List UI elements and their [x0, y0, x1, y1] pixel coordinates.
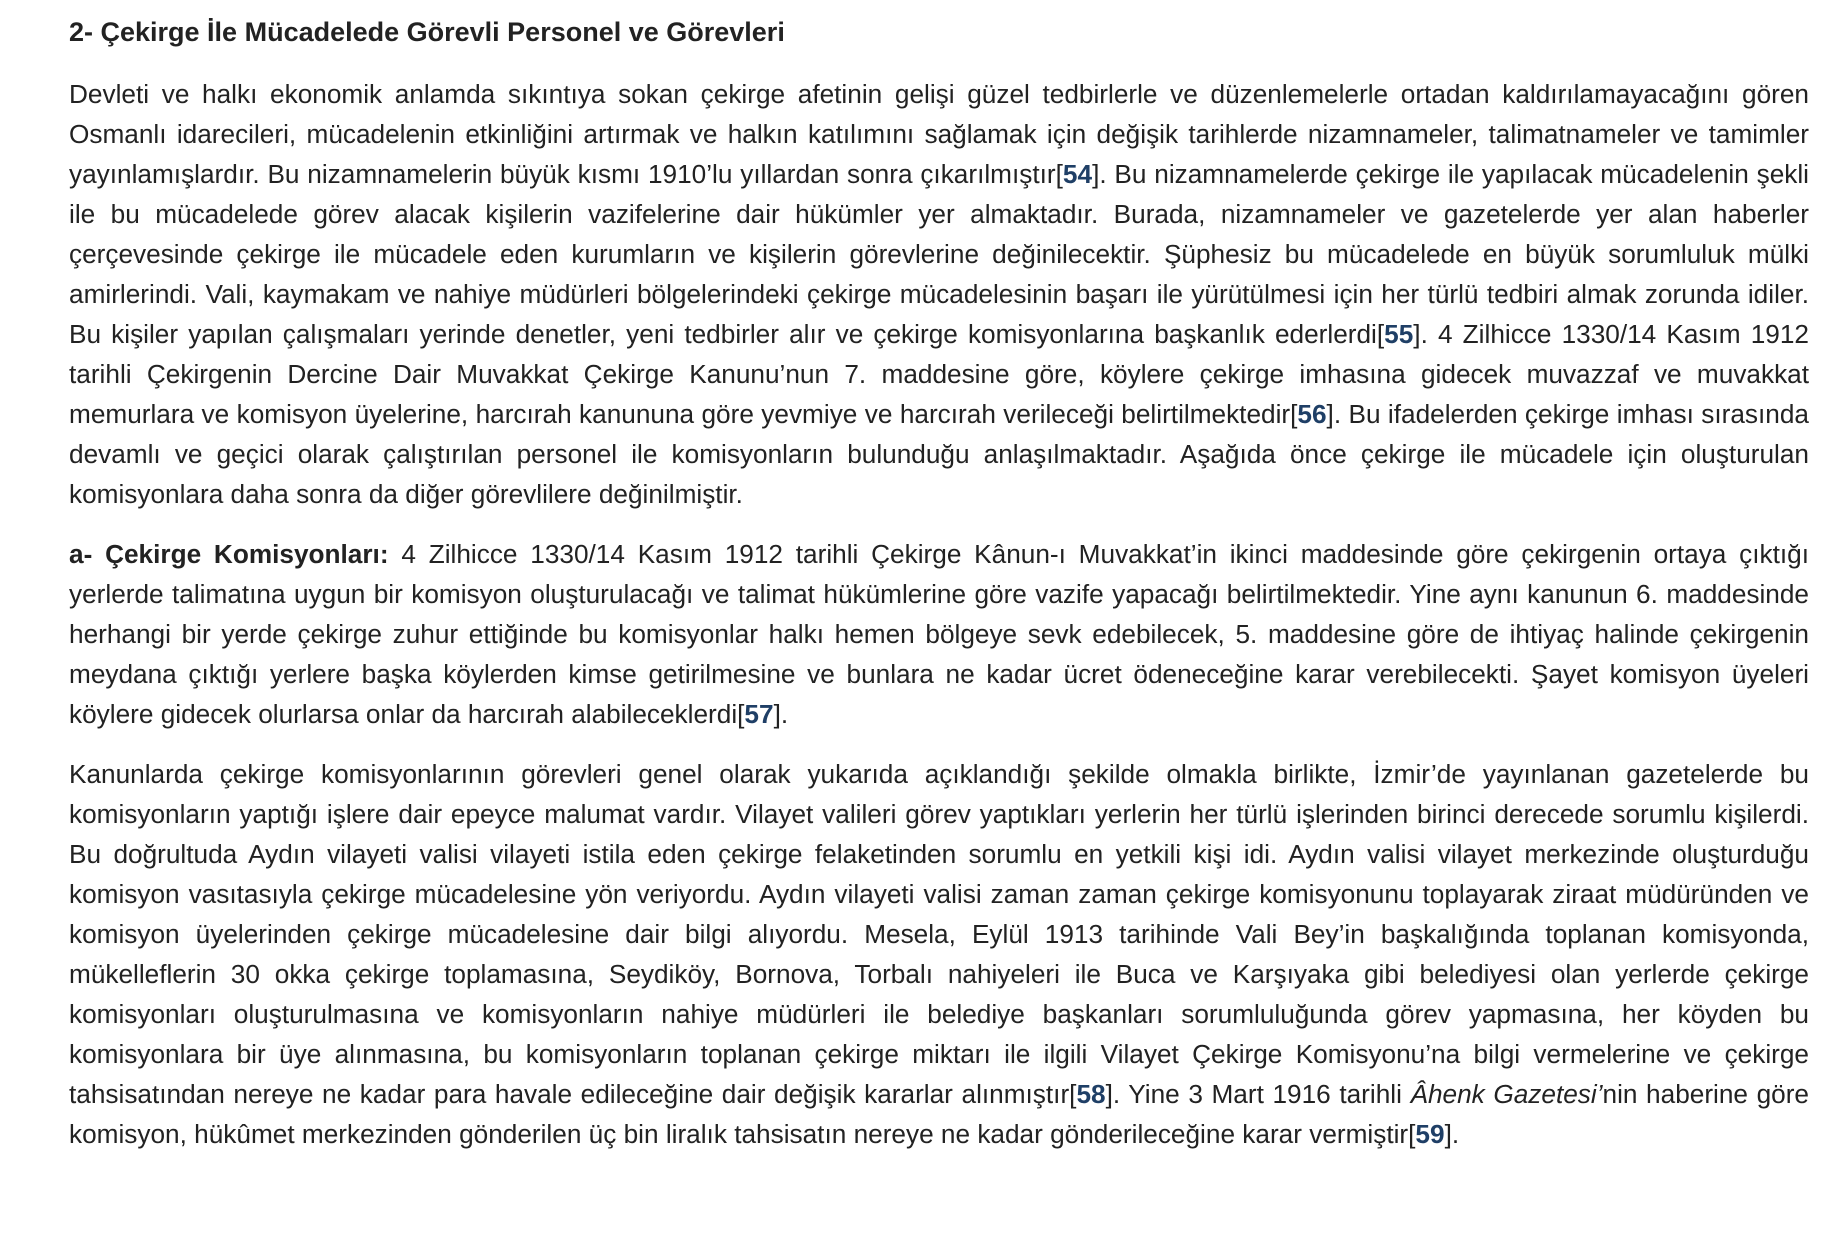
subsection-heading: a- Çekirge Komisyonları: — [69, 539, 389, 569]
article-content — [69, 12, 1809, 1174]
paragraph-text: nin haberine göre komisyon, hükûmet merkezinden gönderilen üç bin liralık tahsisatın nereye ne kadar gönderileceğine karar vermiştir[ — [69, 1079, 1809, 1149]
paragraph-text: ]. — [1444, 1119, 1460, 1149]
section-title: 2- Çekirge İle Mücadelede Görevli Personel ve Görevleri — [69, 17, 785, 47]
paragraph-text: ]. Bu nizamnamelerde çekirge ile yapılacak mücadelenin şekli ile bu mücadelede görev alacak kişilerin vazifelerine dair hükümler yer almaktadır. Burada, nizamnameler ve gazetelerde yer alan haberler çerçevesinde çekirge ile mücadele eden kurumların ve kişilerin görevlerine değinilecektir. Şüphesiz bu mücadelede en büyük sorumluluk mülki amirlerindi. Vali, kaymakam ve nahiye müdürleri bölgelerindeki çekirge mücadelesinin başarı ile yürütülmesi için her türlü tedbiri almak zorunda idiler. Bu kişiler yapılan çalışmaları yerinde denetler, yeni tedbirler alır ve çekirge komisyonlarına başkanlık ederlerdi[ — [69, 159, 1809, 349]
footnote-link-58[interactable]: 58 — [1076, 1079, 1106, 1109]
paragraph-text: Devleti ve halkı ekonomik anlamda sıkıntıya sokan çekirge afetinin gelişi güzel tedbirlerle ve düzenlemelerle ortadan kaldırılamayacağını gören Osmanlı idarecileri, mücadelenin etkinliğini artırmak ve halkın katılımını sağlamak için değişik tarihlerde nizamnameler, talimatnameler ve tamimler yayınlamışlardır. Bu nizamnamelerin büyük kısmı 1910’lu yıllardan sonra çıkarılmıştır[ — [69, 79, 1809, 189]
footnote-link-54[interactable]: 54 — [1062, 159, 1093, 189]
footnote-link-57[interactable]: 57 — [744, 699, 774, 729]
footnote-link-56[interactable]: 56 — [1297, 399, 1327, 429]
paragraph-3 — [69, 754, 1809, 1154]
paragraph-1 — [69, 74, 1809, 514]
paragraph-text: Kanunlarda çekirge komisyonlarının görevleri genel olarak yukarıda açıklandığı şekilde olmakla birlikte, İzmir’de yayınlanan gazetelerde bu komisyonların yaptığı işlere dair epeyce malumat vardır. Vilayet valileri görev yaptıkları yerlerin her türlü işlerinden birinci derecede sorumlu kişilerdi. Bu doğrultuda Aydın vilayeti valisi vilayeti istila eden çekirge felaketinden sorumlu en yetkili kişi idi. Aydın valisi vilayet merkezinde oluşturduğu komisyon vasıtasıyla çekirge mücadelesine yön veriyordu. Aydın vilayeti valisi zaman zaman çekirge komisyonunu toplayarak ziraat müdüründen ve komisyon üyelerinden çekirge mücadelesine dair bilgi alıyordu. Mesela, Eylül 1913 tarihinde Vali Bey’in başkalığında toplanan komisyonda, mükelleflerin 30 okka çekirge toplamasına, Seydiköy, Bornova, Torbalı nahiyeleri ile Buca ve Karşıyaka gibi belediyesi olan yerlerde çekirge komisyonları oluşturulmasına ve komisyonların nahiye müdürleri ile belediye başkanları sorumluluğunda görev yapmasına, her köyden bu komisyonlara bir üye alınmasına, bu komisyonların toplanan çekirge miktarı ile ilgili Vilayet Çekirge Komisyonu’na bilgi vermelerine ve çekirge tahsisatından nereye ne kadar para havale edileceğine dair değişik kararlar alınmıştır[ — [69, 759, 1809, 1109]
publication-name: Âhenk Gazetesi’ — [1410, 1079, 1603, 1109]
footnote-link-59[interactable]: 59 — [1415, 1119, 1445, 1149]
paragraph-text: ]. — [773, 699, 789, 729]
paragraph-text: ]. 4 Zilhicce 1330/14 Kasım 1912 tarihli Çekirgenin Dercine Dair Muvakkat Çekirge Kanunu’nun 7. maddesine göre, köylere çekirge imhasına gidecek muvazzaf ve muvakkat memurlara ve komisyon üyelerine, harcırah kanununa göre yevmiye ve harcırah verileceği belirtilmektedir[ — [69, 319, 1809, 429]
footnote-link-55[interactable]: 55 — [1384, 319, 1414, 349]
paragraph-text: ]. Bu ifadelerden çekirge imhası sırasında devamlı ve geçici olarak çalıştırılan personel ile komisyonların bulunduğu anlaşılmaktadır. Aşağıda önce çekirge ile mücadele için oluşturulan komisyonlara daha sonra da diğer görevlilere değinilmiştir. — [69, 399, 1809, 509]
paragraph-text: 4 Zilhicce 1330/14 Kasım 1912 tarihli Çekirge Kânun-ı Muvakkat’in ikinci maddesinde göre çekirgenin ortaya çıktığı yerlerde talimatına uygun bir komisyon oluşturulacağı ve talimat hükümlerine göre vazife yapacağı belirtilmektedir. Yine aynı kanunun 6. maddesinde herhangi bir yerde çekirge zuhur ettiğinde bu komisyonlar halkı hemen bölgeye sevk edebilecek, 5. maddesine göre de ihtiyaç halinde çekirgenin meydana çıktığı yerlere başka köylerden kimse getirilmesine ve bunlara ne kadar ücret ödeneceğine karar verebilecekti. Şayet komisyon üyeleri köylere gidecek olurlarsa onlar da harcırah alabileceklerdi[ — [69, 539, 1809, 729]
paragraph-2 — [69, 534, 1809, 734]
paragraph-text: ]. Yine 3 Mart 1916 tarihli — [1105, 1079, 1411, 1109]
